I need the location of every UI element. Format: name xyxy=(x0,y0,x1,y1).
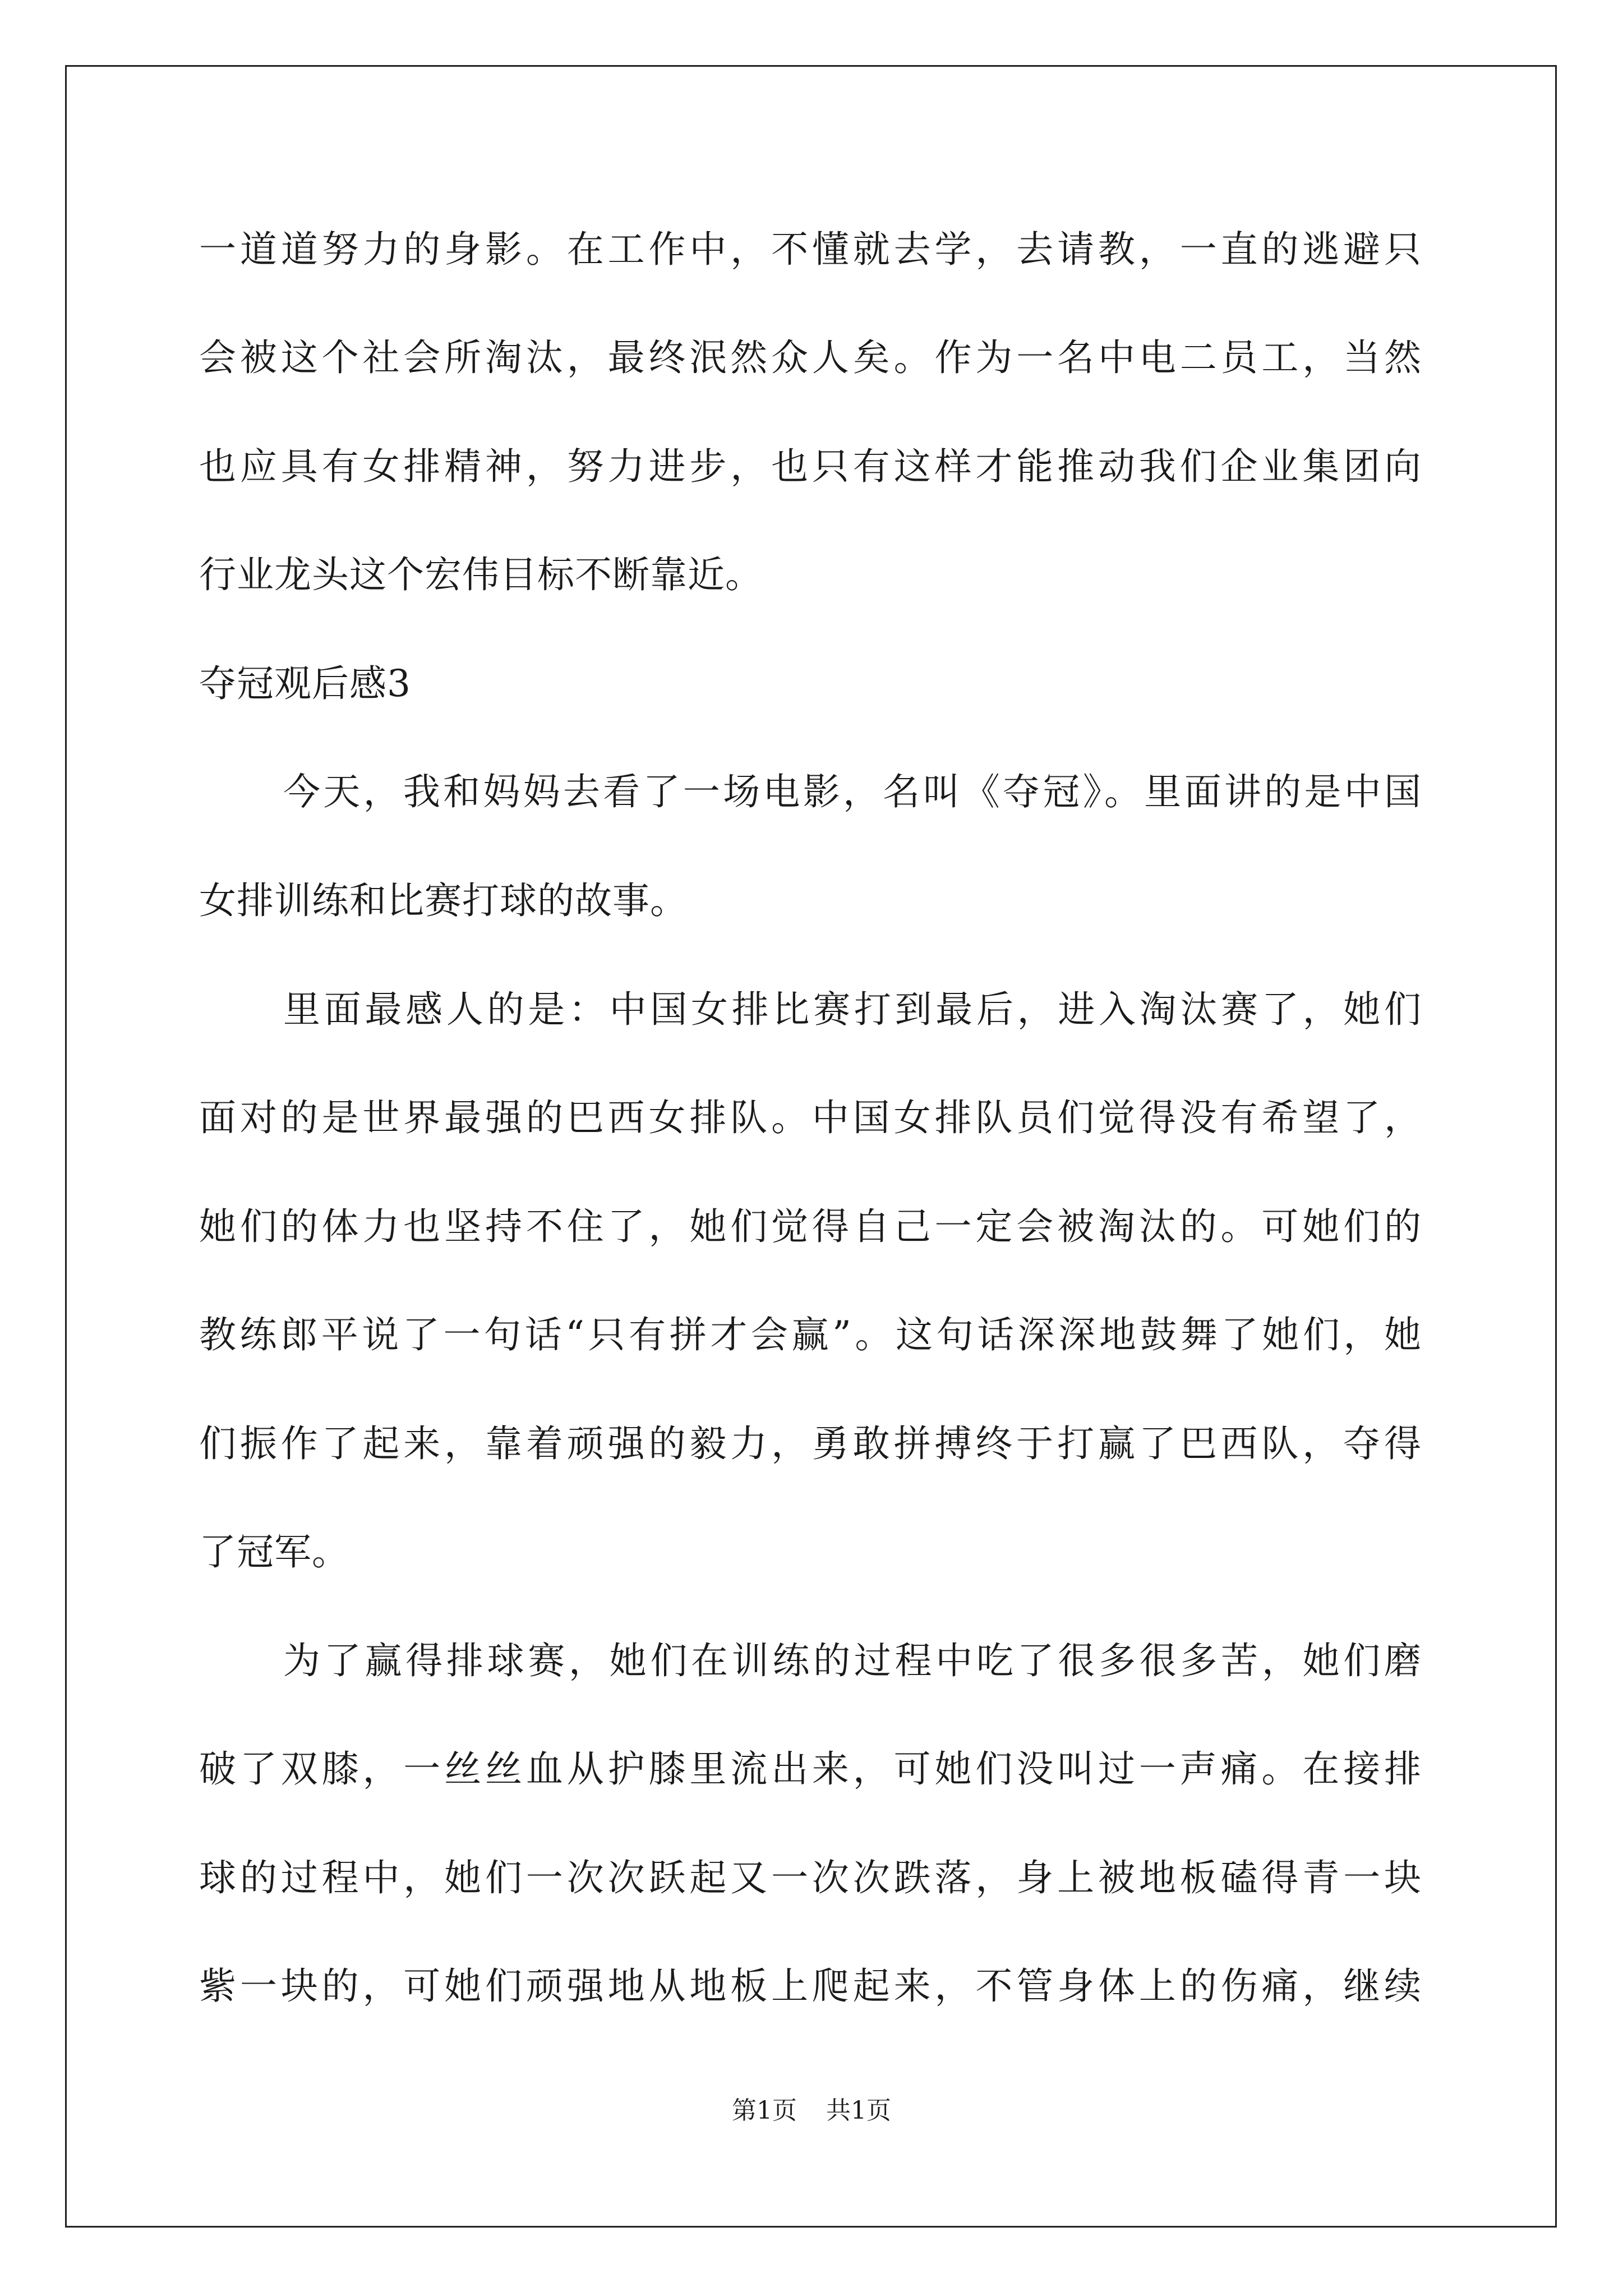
text-line: 也应具有女排精神，努力进步，也只有这样才能推动我们企业集团向 xyxy=(199,445,1422,488)
text-line: 女排训练和比赛打球的故事。 xyxy=(199,879,688,922)
section-heading: 夺冠观后感3 xyxy=(199,662,411,705)
text-line: 紫一块的，可她们顽强地从地板上爬起来，不管身体上的伤痛，继续 xyxy=(199,1964,1422,2008)
text-line: 面对的是世界最强的巴西女排队。中国女排队员们觉得没有希望了， xyxy=(199,1096,1422,1139)
text-line: 们振作了起来，靠着顽强的毅力，勇敢拼搏终于打赢了巴西队，夺得 xyxy=(199,1422,1422,1465)
text-line: 今天，我和妈妈去看了一场电影，名叫《夺冠》。里面讲的是中国 xyxy=(283,770,1422,813)
page-footer xyxy=(0,2094,1623,2128)
text-line: 破了双膝，一丝丝血从护膝里流出来，可她们没叫过一声痛。在接排 xyxy=(199,1747,1422,1791)
text-line: 教练郎平说了一句话“只有拼才会赢”。这句话深深地鼓舞了她们，她 xyxy=(199,1313,1422,1356)
text-line: 会被这个社会所淘汰，最终泯然众人矣。作为一名中电二员工，当然 xyxy=(199,336,1422,379)
text-line: 为了赢得排球赛，她们在训练的过程中吃了很多很多苦，她们磨 xyxy=(283,1639,1422,1682)
text-line: 球的过程中，她们一次次跃起又一次次跌落，身上被地板磕得青一块 xyxy=(199,1856,1422,1899)
text-line: 里面最感人的是：中国女排比赛打到最后，进入淘汰赛了，她们 xyxy=(283,988,1422,1031)
text-line: 一道道努力的身影。在工作中，不懂就去学，去请教，一直的逃避只 xyxy=(199,228,1422,271)
text-line: 她们的体力也坚持不住了，她们觉得自己一定会被淘汰的。可她们的 xyxy=(199,1205,1422,1248)
text-line: 行业龙头这个宏伟目标不断靠近。 xyxy=(199,553,763,596)
page-border xyxy=(65,65,1557,2228)
page-total: 共1页 xyxy=(826,2096,891,2125)
page-number: 第1页 xyxy=(732,2096,797,2125)
text-line: 了冠军。 xyxy=(199,1530,349,1573)
